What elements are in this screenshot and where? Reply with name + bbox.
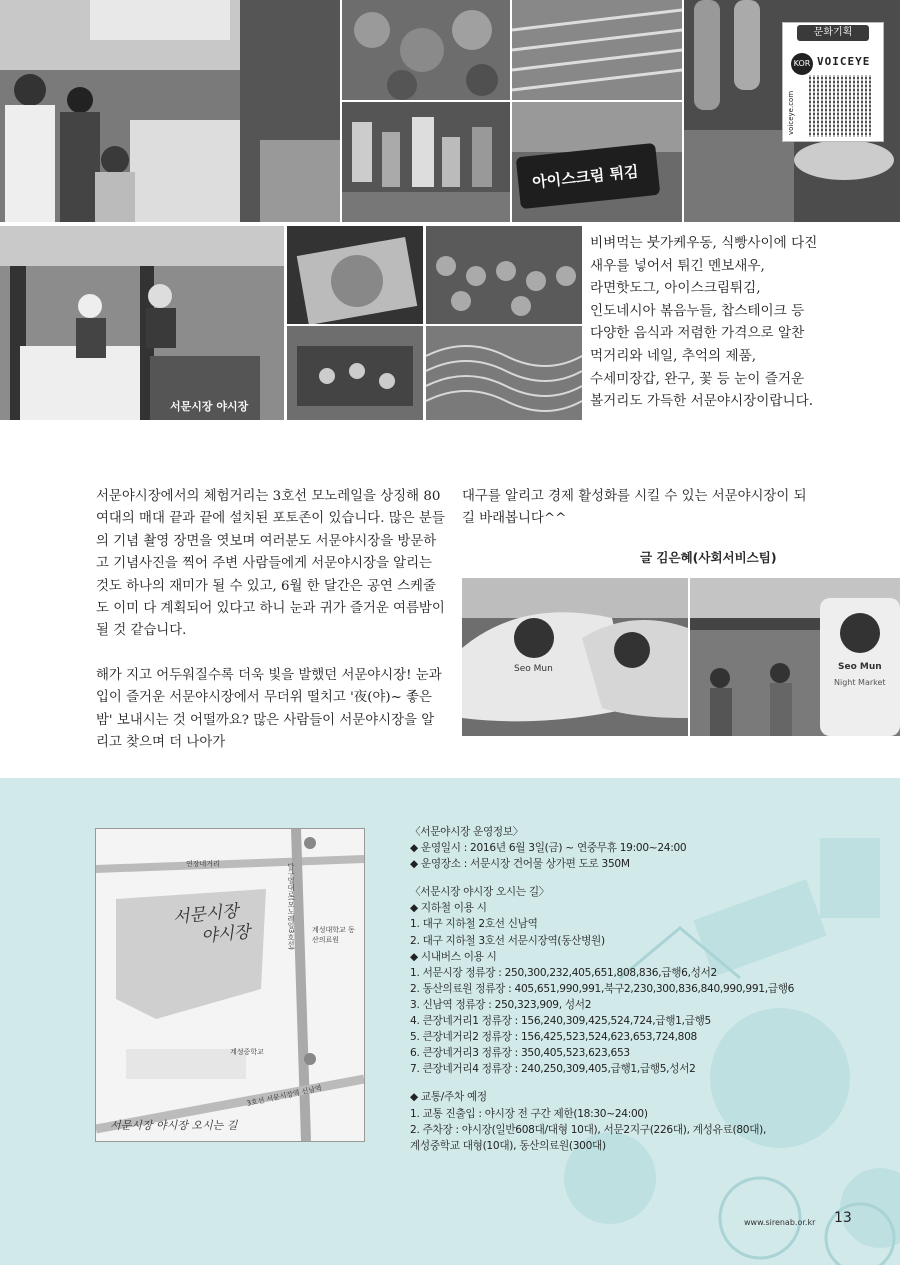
map-label-station: 3호선 서문시장역 신남역 bbox=[246, 1084, 323, 1108]
map-label-road: 달구벌대로(모노레일3호선) bbox=[287, 863, 295, 950]
info-subheading: ◆ 지하철 이용 시 bbox=[410, 902, 487, 915]
info-subheading: ◆ 시내버스 이용 시 bbox=[410, 950, 497, 963]
map-market-label-line1: 서문시장 bbox=[172, 901, 240, 928]
fried-food-photo bbox=[342, 0, 510, 100]
info-heading: 〈서문시장 야시장 오시는 길〉 bbox=[410, 886, 550, 899]
kor-logo: KOR bbox=[791, 53, 813, 75]
night-market-label: Night Market bbox=[834, 678, 886, 687]
info-line: 1. 교통 진출입 : 야시장 전 구간 제한(18:30~24:00) bbox=[410, 1107, 648, 1120]
photozone-photo-2 bbox=[690, 578, 900, 736]
article-column-left bbox=[96, 486, 446, 776]
map-label-hospital: 계성대학교 동산의료원 bbox=[312, 926, 355, 944]
fried-noodles-photo bbox=[426, 326, 582, 420]
voiceye-logo: VOICEYE bbox=[817, 55, 871, 68]
info-line: 1. 대구 지하철 2호선 신남역 bbox=[410, 918, 538, 931]
drinks-photo bbox=[342, 102, 510, 222]
info-block bbox=[410, 824, 830, 1154]
info-line: 2. 주차장 : 야시장(일반608대/대형 10대), 서문2지구(226대), 계성유료(80대), bbox=[410, 1123, 767, 1136]
author-credit: 글 김은혜(사회서비스팀) bbox=[640, 550, 777, 565]
seomun-night-sign: 서문시장 야시장 bbox=[170, 400, 249, 413]
article-paragraph: 해가 지고 어두워질수록 더욱 빛을 발했던 서문야시장! 눈과 입이 즐거운 서문야시장에서 무더위 떨치고 '夜(야)~ 좋은 밤' 보내시는 것 어떨까요? 많은 사람들이 서문야시장을 알리고 찾으며 더 나아가 bbox=[96, 667, 442, 751]
grill-skewers-photo bbox=[426, 226, 582, 324]
ice-cream-sign-text: 아이스크림 튀김 bbox=[531, 162, 640, 192]
footer-url: www.sirenab.or.kr bbox=[744, 1218, 816, 1227]
info-subheading: ◆ 교통/주차 예정 bbox=[410, 1091, 487, 1104]
info-line: 2. 동산의료원 정류장 : 405,651,990,991,북구2,230,300,836,840,990,991,급행6 bbox=[410, 982, 795, 995]
article-paragraph: 대구를 알리고 경제 활성화를 시킬 수 있는 서문야시장이 되길 바래봅니다^^ bbox=[462, 489, 807, 527]
map-title: 서문시장 야시장 오시는 길 bbox=[110, 1119, 238, 1132]
page-number: 13 bbox=[834, 1210, 852, 1226]
map-market-label bbox=[172, 899, 251, 951]
griddle-photo bbox=[287, 326, 423, 420]
voiceye-badge bbox=[782, 22, 884, 142]
info-line: ◆ 운영일시 : 2016년 6월 3일(금) ~ 연중무휴 19:00~24:00 bbox=[410, 842, 687, 855]
map-market-label-line2: 야시장 bbox=[200, 922, 252, 948]
info-line: 3. 신남역 정류장 : 250,323,909, 성서2 bbox=[410, 998, 592, 1011]
night-market-stalls-photo bbox=[0, 226, 284, 420]
market-crowd-photo bbox=[0, 0, 340, 222]
intro-paragraph: 비벼먹는 붓가케우동, 식빵사이에 다진 새우를 넣어서 튀긴 멘보새우, 라면핫도그, 아이스크림튀김, 인도네시아 볶음누들, 찹스테이크 등 다양한 음식과 저렴한 가격으로 알찬 먹거리와 네일, 추억의 제품, 수세미장갑, 완구, 꽃 등 눈이 즐거운 볼거리도 가득한 서문야시장이랍니다. bbox=[590, 235, 818, 410]
noodles-photo bbox=[287, 226, 423, 324]
spacer bbox=[410, 872, 830, 884]
map-label-crossroad: 연장네거리 bbox=[186, 860, 220, 868]
info-line: 6. 큰장네거리3 정류장 : 350,405,523,623,653 bbox=[410, 1047, 630, 1060]
map-label-school: 계성중학교 bbox=[230, 1048, 264, 1056]
info-line: 계성중학교 대형(10대), 동산의료원(300대) bbox=[410, 1139, 606, 1152]
voiceye-url: voiceye.com bbox=[787, 90, 795, 135]
voiceye-code-overlay bbox=[809, 75, 873, 137]
info-line: 1. 서문시장 정류장 : 250,300,232,405,651,808,836,급행6,성서2 bbox=[410, 966, 717, 979]
info-heading: 〈서문야시장 운영정보〉 bbox=[410, 826, 524, 838]
photozone-photo-1 bbox=[462, 578, 688, 736]
article-column-right bbox=[462, 486, 807, 553]
spacer bbox=[410, 1077, 830, 1089]
location-map bbox=[95, 828, 365, 1142]
article-paragraph: 서문야시장에서의 체험거리는 3호선 모노레일을 상징해 80여대의 매대 끝과 끝에 설치된 포토존이 있습니다. 많은 분들의 기념 촬영 장면을 엿보며 여러분도 서문야시장을 방문하고 기념사진을 찍어 주변 사람들에게 서문야시장을 알리는 것도 하나의 재미가 될 수 있고, 6월 한 달간은 공연 스케줄도 이미 다 계획되어 있다고 하니 눈과 귀가 즐거운 여름밤이 될 것 같습니다. bbox=[96, 489, 445, 639]
info-line: 4. 큰장네거리1 정류장 : 156,240,309,425,524,724,급행1,급행5 bbox=[410, 1015, 711, 1028]
info-line: 7. 큰장네거리4 정류장 : 240,250,309,405,급행1,급행5,성서2 bbox=[410, 1063, 696, 1076]
info-line: 2. 대구 지하철 3호선 서문시장역(동산병원) bbox=[410, 934, 605, 947]
skewers-photo bbox=[512, 0, 682, 100]
ice-cream-sign-photo bbox=[512, 102, 682, 222]
info-line: ◆ 운영장소 : 서문시장 건어물 상가편 도로 350M bbox=[410, 858, 630, 871]
culture-tag: 문화기획 bbox=[797, 25, 869, 41]
info-line: 5. 큰장네거리2 정류장 : 156,425,523,524,623,653,724,808 bbox=[410, 1031, 697, 1044]
seo-mun-label-a: Seo Mun bbox=[514, 664, 553, 674]
seo-mun-label-b: Seo Mun bbox=[838, 662, 882, 672]
